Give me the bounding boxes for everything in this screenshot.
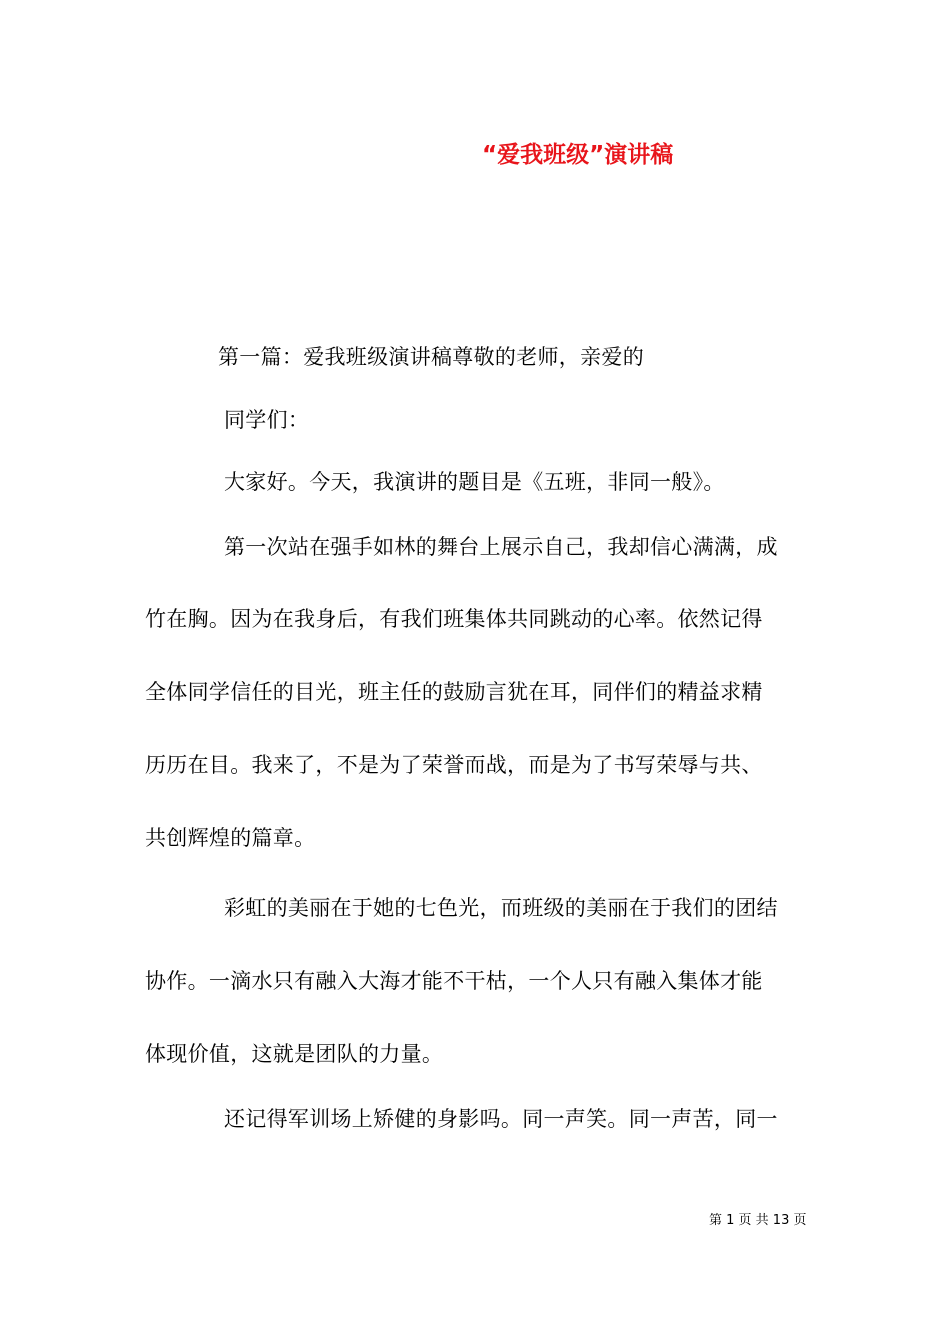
paragraph-line: 彩虹的美丽在于她的七色光，而班级的美丽在于我们的团结 <box>224 896 778 920</box>
paragraph-line: 协作。一滴水只有融入大海才能不干枯，一个人只有融入集体才能 <box>145 969 763 993</box>
paragraph-line: 体现价值，这就是团队的力量。 <box>145 1042 444 1066</box>
paragraph-line: 第一次站在强手如林的舞台上展示自己，我却信心满满，成 <box>224 535 778 559</box>
paragraph-line: 共创辉煌的篇章。 <box>145 826 316 850</box>
paragraph-line: 同学们： <box>224 408 310 432</box>
page-number: 第 1 页 共 13 页 <box>709 1213 807 1228</box>
paragraph-line: 还记得军训场上矫健的身影吗。同一声笑。同一声苦，同一 <box>224 1107 778 1131</box>
document-title: “爱我班级”演讲稿 <box>482 142 674 168</box>
paragraph-line: 全体同学信任的目光，班主任的鼓励言犹在耳，同伴们的精益求精 <box>145 680 763 704</box>
paragraph-line: 竹在胸。因为在我身后，有我们班集体共同跳动的心率。依然记得 <box>145 607 763 631</box>
paragraph-line: 大家好。今天，我演讲的题目是《五班，非同一般》。 <box>224 470 725 494</box>
paragraph-line: 历历在目。我来了，不是为了荣誉而战，而是为了书写荣辱与共、 <box>145 753 763 777</box>
paragraph-line: 第一篇：爱我班级演讲稿尊敬的老师，亲爱的 <box>218 345 644 369</box>
